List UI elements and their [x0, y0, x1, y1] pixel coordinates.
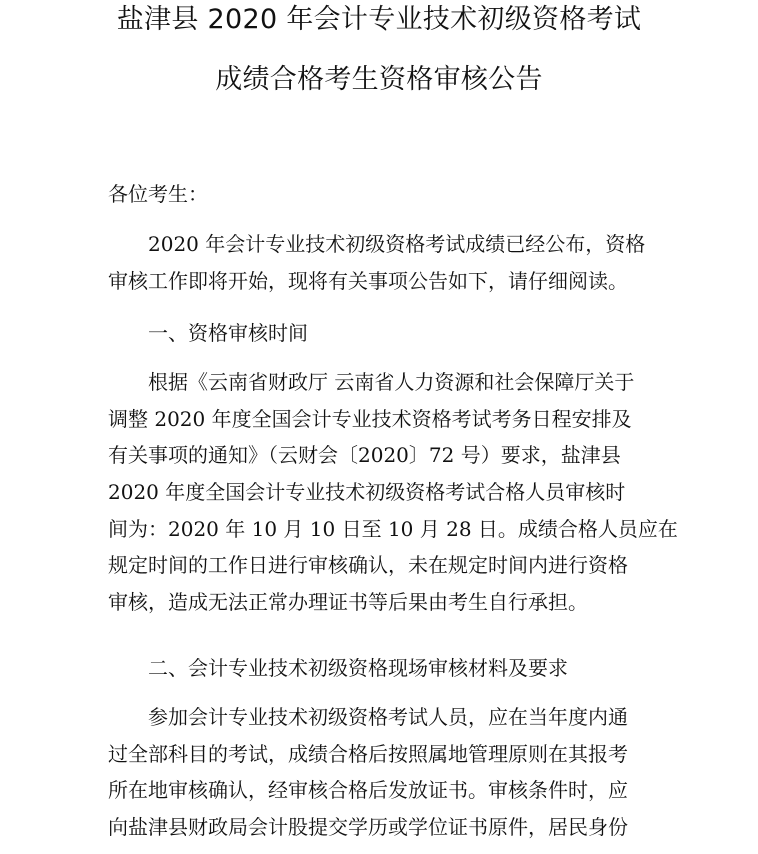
document-title-line-1: 盐津县 2020 年会计专业技术初级资格考试 — [116, 4, 642, 35]
paragraph-line: 有关事项的通知》（云财会〔2020〕72 号）要求，盐津县 — [108, 443, 621, 468]
paragraph-materials — [108, 699, 668, 846]
paragraph-intro — [108, 226, 668, 299]
paragraph-line: 审核工作即将开始，现将有关事项公告如下，请仔细阅读。 — [108, 268, 628, 293]
salutation: 各位考生： — [108, 182, 208, 206]
section-heading-review-time: 一、资格审核时间 — [148, 321, 308, 345]
paragraph-line: 向盐津县财政局会计股提交学历或学位证书原件，居民身份 — [108, 815, 628, 840]
document-title-line-2: 成绩合格考生资格审核公告 — [215, 64, 543, 95]
paragraph-line: 2020 年度全国会计专业技术初级资格考试合格人员审核时 — [108, 480, 626, 505]
paragraph-line: 间为：2020 年 10 月 10 日至 10 月 28 日。成绩合格人员应在 — [108, 516, 678, 541]
paragraph-line: 过全部科目的考试，成绩合格后按照属地管理原则在其报考 — [108, 741, 628, 766]
paragraph-review-time — [108, 364, 678, 621]
paragraph-line: 2020 年会计专业技术初级资格考试成绩已经公布，资格 — [148, 232, 646, 256]
paragraph-line: 调整 2020 年度全国会计专业技术资格考试考务日程安排及 — [108, 406, 632, 431]
paragraph-line: 审核，造成无法正常办理证书等后果由考生自行承担。 — [108, 590, 588, 615]
paragraph-line: 根据《云南省财政厅 云南省人力资源和社会保障厅关于 — [148, 370, 635, 394]
paragraph-line: 参加会计专业技术初级资格考试人员，应在当年度内通 — [148, 705, 628, 729]
paragraph-line: 规定时间的工作日进行审核确认，未在规定时间内进行资格 — [108, 553, 628, 578]
paragraph-line: 所在地审核确认，经审核合格后发放证书。审核条件时，应 — [108, 778, 628, 803]
section-heading-materials: 二、会计专业技术初级资格现场审核材料及要求 — [148, 656, 568, 680]
